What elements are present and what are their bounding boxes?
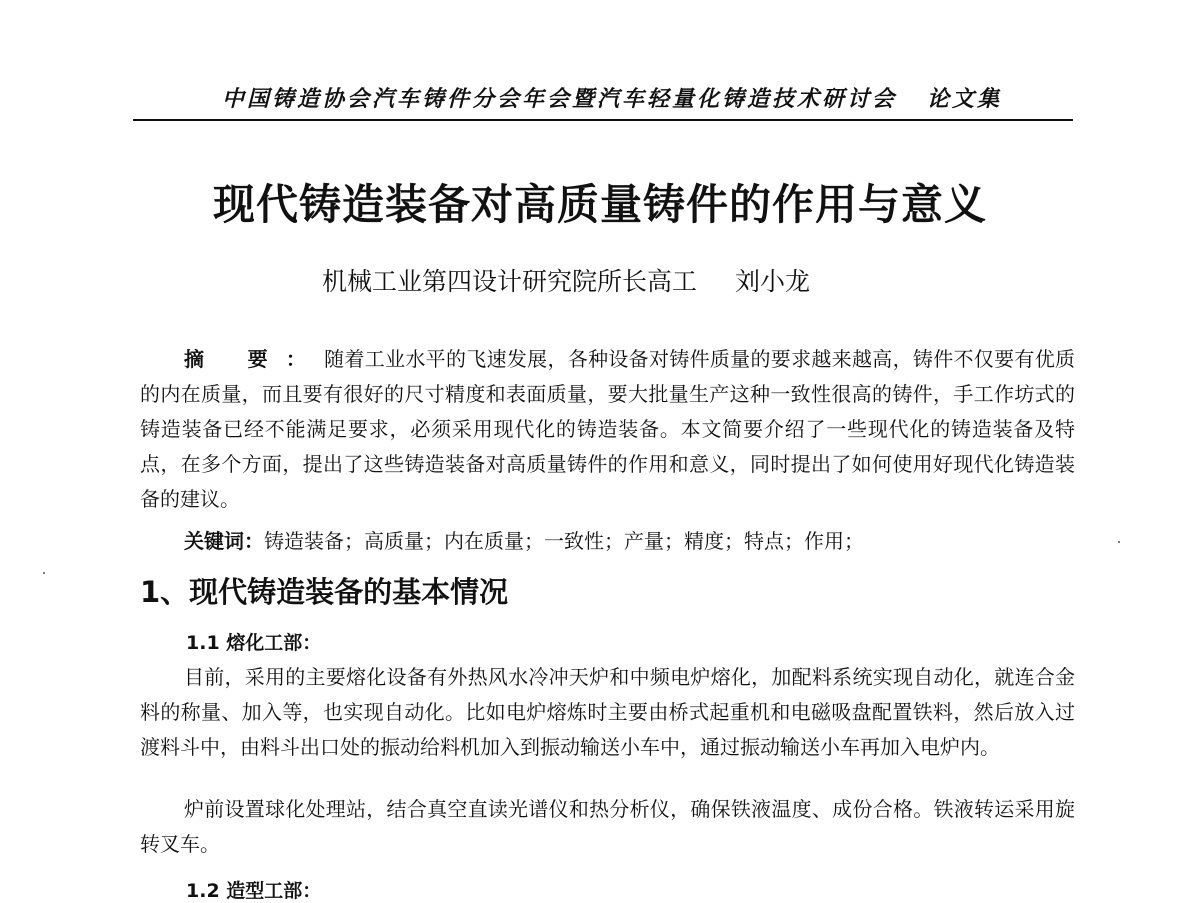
author-affiliation: 机械工业第四设计研究院所长高工	[322, 267, 698, 296]
journal-name: 中国铸造协会汽车铸件分会年会暨汽车轻量化铸造技术研讨会	[222, 87, 898, 112]
scan-speck	[43, 572, 45, 574]
paragraph: 炉前设置球化处理站，结合真空直读光谱仪和热分析仪，确保铁液温度、成份合格。铁液转运采用旋转叉车。	[140, 797, 1075, 856]
keywords-text: 铸造装备；高质量；内在质量；一致性；产量；精度；特点；作用；	[264, 529, 864, 553]
abstract	[140, 342, 1075, 517]
author-line	[322, 262, 810, 298]
paper-title: 现代铸造装备对高质量铸件的作用与意义	[212, 180, 987, 229]
subsection-heading: 1.1 熔化工部：	[186, 632, 322, 654]
keywords	[184, 524, 864, 559]
scan-speck	[1118, 541, 1120, 543]
abstract-text: 随着工业水平的飞速发展，各种设备对铸件质量的要求越来越高，铸件不仅要有优质的内在质量，而且要有很好的尺寸精度和表面质量，要大批量生产这种一致性很高的铸件，手工作坊式的铸造装备已经不能满足要求，必须采用现代化的铸造装备。本文简要介绍了一些现代化的铸造装备及特点，在多个方面，提出了这些铸造装备对高质量铸件的作用和意义，同时提出了如何使用好现代化铸造装备的建议。	[140, 347, 1075, 511]
header-rule	[133, 119, 1073, 121]
keywords-label: 关键词：	[184, 529, 264, 553]
subsection-heading: 1.2 造型工部：	[186, 880, 322, 902]
author-name: 刘小龙	[735, 267, 811, 296]
collection-label: 论文集	[927, 87, 1003, 112]
abstract-label: 摘 要：	[184, 347, 325, 371]
running-header	[222, 82, 1002, 113]
section-heading: 1、现代铸造装备的基本情况	[140, 575, 509, 609]
paragraph: 目前，采用的主要熔化设备有外热风水冷冲天炉和中频电炉熔化，加配料系统实现自动化，就连合金料的称量、加入等，也实现自动化。比如电炉熔炼时主要由桥式起重机和电磁吸盘配置铁料，然后放入过渡料斗中，由料斗出口处的振动给料机加入到振动输送小车中，通过振动输送小车再加入电炉内。	[140, 665, 1075, 759]
